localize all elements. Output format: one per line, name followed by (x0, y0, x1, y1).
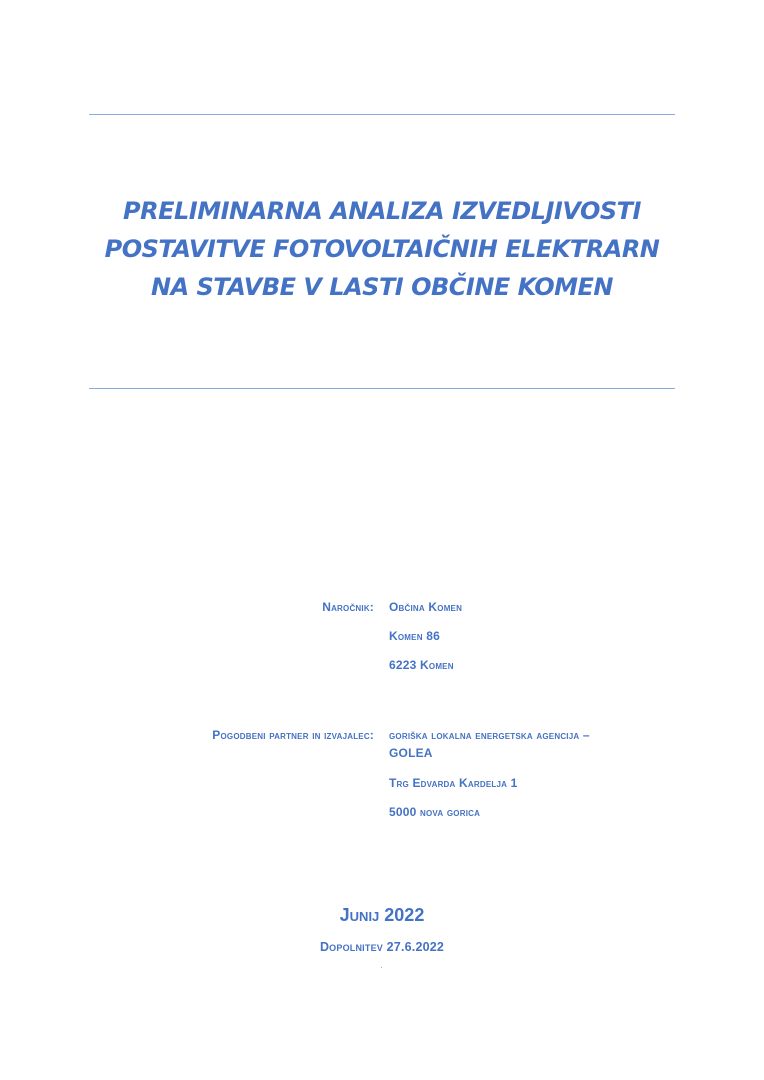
client-street: Komen 86 (389, 629, 440, 643)
document-supplement-date: Dopolnitev 27.6.2022 (319, 940, 445, 954)
client-city: 6223 Komen (389, 658, 454, 672)
footer-mark (381, 967, 382, 968)
document-date: Junij 2022 (339, 905, 425, 925)
title-line-3: NA STAVBE V LASTI OBČINE KOMEN (150, 273, 613, 301)
document-title (60, 192, 704, 306)
contractor-label: Pogodbeni partner in izvajalec: (212, 728, 374, 742)
title-line-1: PRELIMINARNA ANALIZA IZVEDLJIVOSTI (123, 197, 641, 225)
contractor-name-abbr: GOLEA (389, 746, 433, 760)
contractor-name: goriška lokalna energetska agencija – (389, 728, 590, 742)
bottom-divider (89, 388, 675, 389)
top-divider (89, 114, 675, 115)
client-label: Naročnik: (322, 600, 374, 614)
contractor-city: 5000 nova gorica (389, 805, 481, 819)
contractor-street: Trg Edvarda Kardelja 1 (389, 776, 518, 790)
client-name: Občina Komen (389, 600, 463, 614)
title-line-2: POSTAVITVE FOTOVOLTAIČNIH ELEKTRARN (104, 235, 660, 263)
